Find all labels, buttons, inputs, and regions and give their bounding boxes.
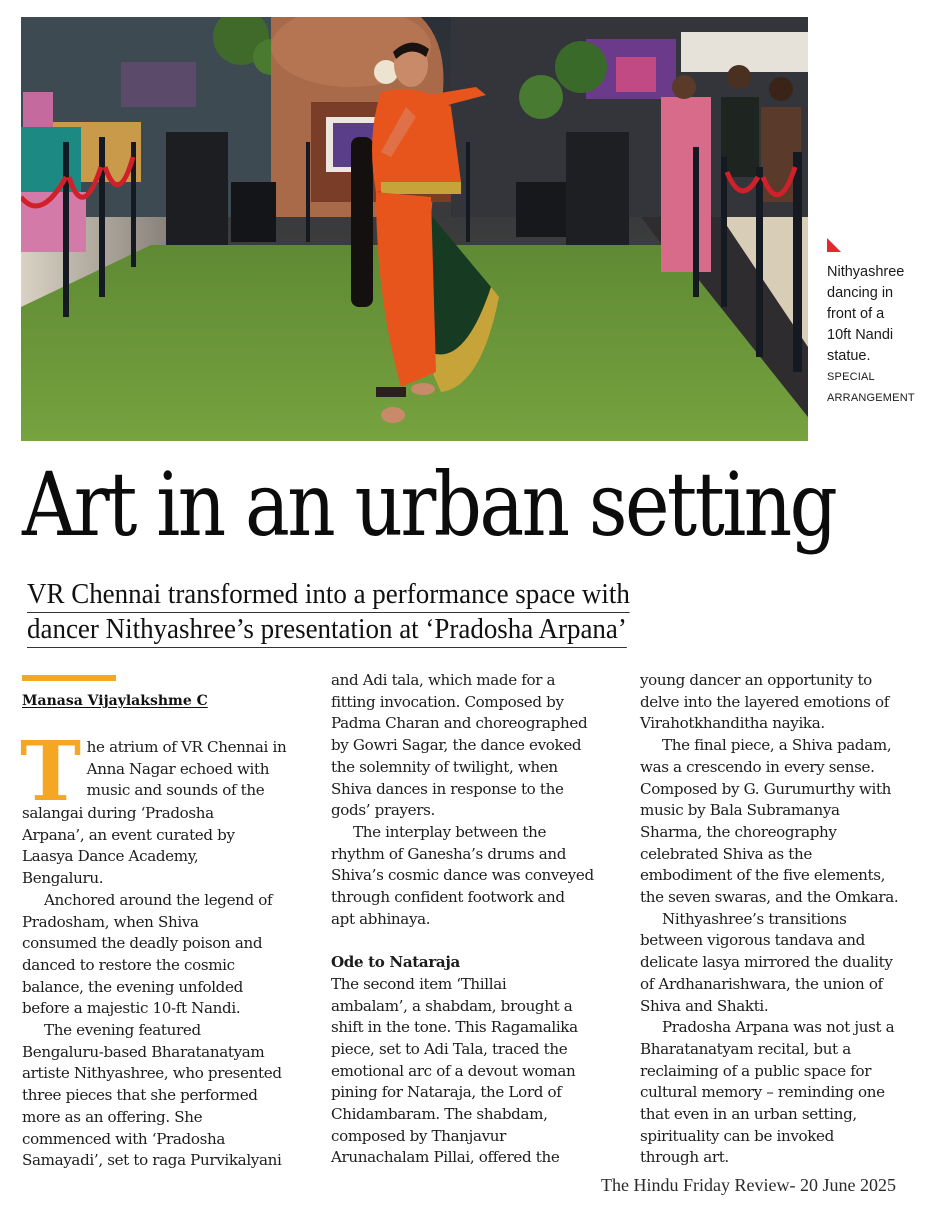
text-line: young dancer an opportunity to [640, 671, 872, 689]
caption-line: dancing in [827, 285, 894, 301]
text-line: commenced with ‘Pradosha [22, 1129, 225, 1148]
article-column-3 [640, 670, 940, 1169]
text-line: rhythm of Ganesha’s drums and [331, 844, 567, 863]
text-line: Shiva and Shakti. [640, 996, 769, 1015]
text-line: The interplay between the [353, 822, 547, 841]
article-column-1 [20, 724, 317, 1172]
text-line: celebrated Shiva as the [640, 844, 812, 863]
subhead-ode-to-nataraja: Ode to Nataraja [331, 953, 460, 972]
deck-line: dancer Nithyashree’s presentation at ‘Pradosha Arpana’ [27, 613, 627, 648]
text-line: Bengaluru-based Bharatanatyam [22, 1042, 265, 1061]
column-1-lines [22, 803, 317, 1172]
byline[interactable]: Manasa Vijaylakshme C [22, 693, 208, 709]
text-line: salangai during ‘Pradosha [22, 804, 214, 822]
text-line: was a crescendo in every sense. [640, 757, 875, 776]
text-line: spirituality can be invoked [640, 1126, 834, 1145]
caption-line: Nithyashree [827, 264, 905, 280]
text-line: The evening featured [44, 1021, 201, 1040]
article-photo [21, 17, 808, 441]
caption-line: front of a [827, 306, 885, 322]
text-line: piece, set to Adi Tala, traced the [331, 1039, 568, 1058]
text-line: gods’ prayers. [331, 801, 435, 820]
text-line: embodiment of the five elements, [640, 866, 886, 885]
text-line: the solemnity of twilight, when [331, 757, 558, 776]
caption-line: 10ft Nandi [827, 327, 894, 343]
deck-subtitle [27, 578, 727, 648]
text-line: Laasya Dance Academy, [22, 847, 199, 866]
text-line: Pradosham, when Shiva [22, 912, 199, 931]
column-3-lines [640, 670, 940, 1169]
text-line: through confident footwork and [331, 888, 565, 907]
text-line: music by Bala Subramanya [640, 801, 840, 820]
caption-text [827, 262, 945, 367]
text-line: pining for Nataraja, the Lord of [331, 1083, 562, 1102]
text-line: cultural memory – reminding one [640, 1083, 885, 1102]
article-column-2 [331, 670, 626, 1169]
text-line: Anna Nagar echoed with [86, 759, 270, 778]
text-line: between vigorous tandava and [640, 931, 865, 950]
text-line: Samayadi’, set to raga Purvikalyani [22, 1151, 282, 1170]
text-line: danced to restore the cosmic [22, 955, 235, 974]
deck-line: VR Chennai transformed into a performance space with [27, 578, 630, 613]
text-line: Nithyashree’s transitions [662, 909, 847, 928]
dancer-photo-illustration [21, 17, 808, 441]
text-line: Chidambaram. The shabdam, [331, 1105, 548, 1124]
text-line: Arpana’, an event curated by [22, 825, 235, 844]
text-line: more as an offering. She [22, 1107, 203, 1126]
text-line: he atrium of VR Chennai in [86, 738, 287, 756]
text-line: reclaiming of a public space for [640, 1061, 872, 1080]
text-line: of Ardhanarishwara, the union of [640, 974, 883, 993]
text-line: that even in an urban setting, [640, 1105, 857, 1124]
text-line: Bengaluru. [22, 869, 104, 888]
text-line: music and sounds of the [86, 781, 265, 800]
text-line: Shiva dances in response to the [331, 779, 564, 798]
text-line: and Adi tala, which made for a [331, 671, 556, 689]
credit-line: ARRANGEMENT [827, 392, 915, 404]
photo-caption [827, 238, 945, 409]
text-line: Arunachalam Pillai, offered the [331, 1148, 560, 1167]
dropcap: T [20, 724, 81, 820]
text-line: apt abhinaya. [331, 909, 431, 928]
text-line: by Gowri Sagar, the dance evoked [331, 736, 582, 755]
text-line: Pradosha Arpana was not just a [662, 1018, 895, 1037]
photo-credit [827, 367, 945, 409]
column-2-lines-b [331, 974, 626, 1169]
text-line: delicate lasya mirrored the duality [640, 953, 893, 972]
text-line: the seven swaras, and the Omkara. [640, 888, 899, 907]
text-line: Bharatanatyam recital, but a [640, 1039, 851, 1058]
text-line: emotional arc of a devout woman [331, 1061, 576, 1080]
text-line: Anchored around the legend of [44, 890, 273, 909]
text-line: consumed the deadly poison and [22, 934, 263, 953]
column-2-lines-a [331, 670, 626, 930]
text-line: through art. [640, 1148, 729, 1167]
accent-rule [22, 675, 116, 681]
text-line: The second item ‘Thillai [331, 974, 507, 993]
text-line: three pieces that she performed [22, 1086, 258, 1105]
text-line: ambalam’, a shabdam, brought a [331, 996, 573, 1015]
text-line: before a majestic 10-ft Nandi. [22, 999, 241, 1018]
text-line: delve into the layered emotions of [640, 692, 889, 711]
credit-line: SPECIAL [827, 371, 875, 383]
text-line: fitting invocation. Composed by [331, 692, 564, 711]
text-line: Padma Charan and choreographed [331, 714, 588, 733]
text-line: The final piece, a Shiva padam, [662, 736, 892, 755]
text-line: Virahotkhanditha nayika. [640, 714, 825, 733]
text-line: shift in the tone. This Ragamalika [331, 1018, 578, 1037]
text-line: Sharma, the choreography [640, 822, 837, 841]
text-line: Composed by G. Gurumurthy with [640, 779, 892, 798]
text-line: composed by Thanjavur [331, 1126, 507, 1145]
caption-marker-icon [827, 238, 841, 252]
text-line: artiste Nithyashree, who presented [22, 1064, 282, 1083]
text-line: balance, the evening unfolded [22, 977, 243, 996]
headline: Art in an urban setting [22, 453, 836, 556]
publication-source: The Hindu Friday Review- 20 June 2025 [601, 1175, 896, 1195]
text-line: Shiva’s cosmic dance was conveyed [331, 866, 594, 885]
caption-line: statue. [827, 348, 871, 364]
